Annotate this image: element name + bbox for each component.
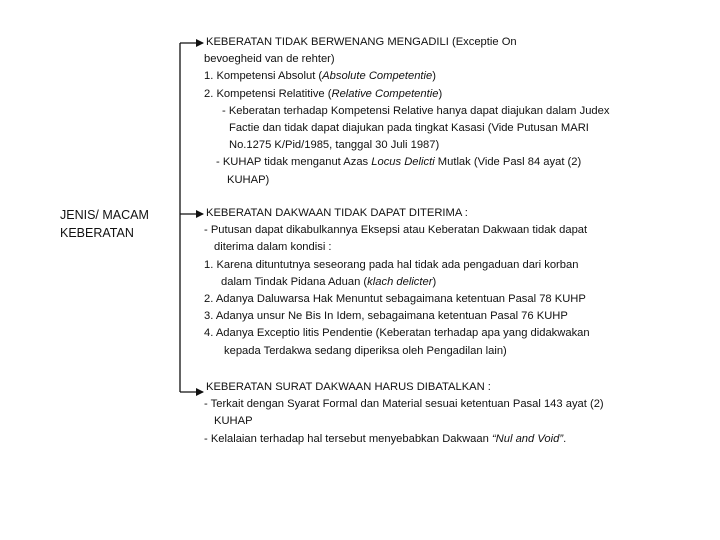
text-italic: “Nul and Void” xyxy=(491,432,564,445)
text: dalam Tindak Pidana Aduan ( xyxy=(221,275,368,288)
list-item-cont: diterima dalam kondisi : xyxy=(214,241,332,254)
objection-block-jurisdiction xyxy=(204,34,609,189)
text-italic: Absolute Competentie xyxy=(322,70,433,83)
text-italic: Locus Delicti xyxy=(371,156,435,169)
list-item xyxy=(204,68,609,85)
list-item xyxy=(204,154,609,171)
list-item-cont: Factie dan tidak dapat diajukan pada tingkat Kasasi (Vide Putusan MARI xyxy=(229,122,589,135)
block-heading: KEBERATAN DAKWAAN TIDAK DAPAT DITERIMA : xyxy=(206,207,468,219)
list-item: - Terkait dengan Syarat Formal dan Material sesuai ketentuan Pasal 143 ayat (2) xyxy=(204,398,604,411)
text: - KUHAP tidak menganut Azas xyxy=(216,156,372,169)
list-item: 3. Adanya unsur Ne Bis In Idem, sebagaimana ketentuan Pasal 76 KUHP xyxy=(204,310,568,323)
text: . xyxy=(563,432,567,445)
text: - Kelalaian terhadap hal tersebut menyebabkan Dakwaan xyxy=(204,432,492,445)
root-label-line: JENIS/ MACAM xyxy=(60,208,149,222)
root-label-line: KEBERATAN xyxy=(60,226,134,240)
list-item: - Putusan dapat dikabulkannya Eksepsi atau Keberatan Dakwaan tidak dapat xyxy=(204,224,588,237)
text: ) xyxy=(432,70,436,83)
list-item-cont: KUHAP) xyxy=(227,173,270,186)
list-item xyxy=(204,86,609,103)
list-item-cont xyxy=(204,274,590,291)
text-italic: klach delicter xyxy=(367,275,433,288)
list-item-cont: No.1275 K/Pid/1985, tanggal 30 Juli 1987) xyxy=(229,139,440,152)
text: 2. Kompetensi Relatitive ( xyxy=(204,87,332,100)
list-item-cont: KUHAP xyxy=(214,415,253,428)
text: ) xyxy=(432,275,437,288)
objection-block-annulment xyxy=(204,379,604,448)
block-heading-cont: bevoegheid van de rehter) xyxy=(204,53,335,66)
list-item: - Keberatan terhadap Kompetensi Relative hanya dapat diajukan dalam Judex xyxy=(222,104,610,117)
text: Mutlak (Vide Pasl 84 ayat (2) xyxy=(434,156,582,169)
block-heading: KEBERATAN TIDAK BERWENANG MENGADILI (Exceptie On xyxy=(206,36,517,48)
objection-block-inadmissible xyxy=(204,205,590,360)
list-item: 4. Adanya Exceptio litis Pendentie (Keberatan terhadap apa yang didakwakan xyxy=(204,327,590,340)
list-item xyxy=(204,431,604,448)
text: 1. Kompetensi Absolut ( xyxy=(204,70,323,83)
text-italic: Relative Competentie xyxy=(331,87,439,100)
list-item: 1. Karena dituntutnya seseorang pada hal tidak ada pengaduan dari korban xyxy=(204,258,579,271)
block-heading: KEBERATAN SURAT DAKWAAN HARUS DIBATALKAN : xyxy=(206,381,491,393)
list-item: 2. Adanya Daluwarsa Hak Menuntut sebagaimana ketentuan Pasal 78 KUHP xyxy=(204,293,586,306)
text: ) xyxy=(438,87,443,100)
list-item-cont: kepada Terdakwa sedang diperiksa oleh Pengadilan lain) xyxy=(224,344,507,357)
